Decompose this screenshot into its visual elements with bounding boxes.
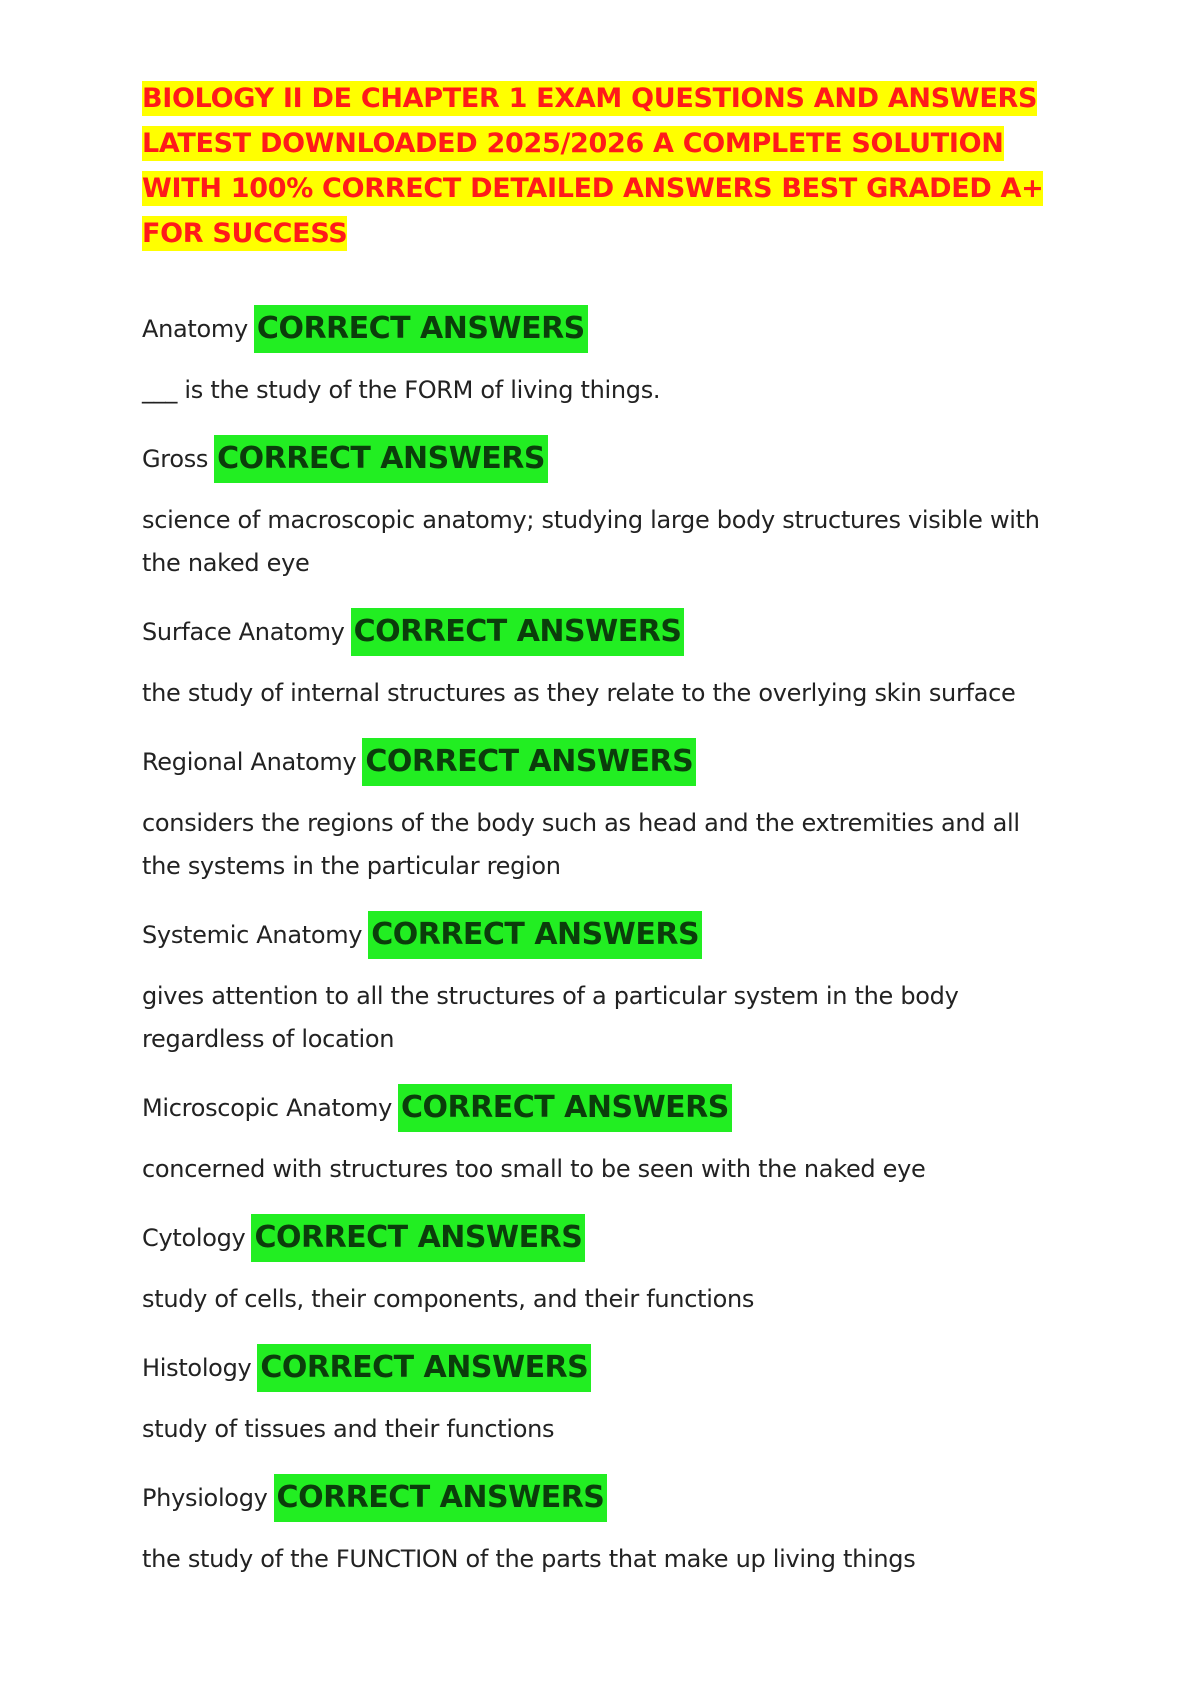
term-line: [142, 902, 1062, 968]
term-line: [142, 296, 1062, 362]
term-text: Histology: [142, 1354, 252, 1382]
definition-text: study of tissues and their functions: [142, 1415, 555, 1443]
definition-text: ___ is the study of the FORM of living things.: [142, 376, 661, 404]
term-text: Physiology: [142, 1484, 268, 1512]
term-line: [142, 426, 1062, 492]
term-line: [142, 1205, 1062, 1271]
term-text: Anatomy: [142, 315, 248, 343]
correct-answers-badge: CORRECT ANSWERS: [351, 608, 685, 656]
term-line: [142, 1075, 1062, 1141]
document-title-text: BIOLOGY II DE CHAPTER 1 EXAM QUESTIONS AND ANSWERS LATEST DOWNLOADED 2025/2026 A COMPLETE SOLUTION WITH 100% CORRECT DETAILED ANSWERS BEST GRADED A+ FOR SUCCESS: [142, 83, 1044, 249]
entry-list: [142, 296, 1062, 1595]
term-text: Gross: [142, 445, 209, 473]
term-line: [142, 1465, 1062, 1531]
definition-text: the study of the FUNCTION of the parts that make up living things: [142, 1545, 916, 1573]
document-title: [142, 76, 1062, 256]
correct-answers-badge: CORRECT ANSWERS: [214, 435, 548, 483]
term-line: [142, 1335, 1062, 1401]
correct-answers-badge: CORRECT ANSWERS: [362, 738, 696, 786]
definition-text: gives attention to all the structures of a particular system in the body regardless of location: [142, 982, 959, 1053]
definition-text: concerned with structures too small to be seen with the naked eye: [142, 1155, 926, 1183]
term-line: [142, 599, 1062, 665]
term-text: Surface Anatomy: [142, 618, 345, 646]
term-text: Cytology: [142, 1224, 246, 1252]
term-text: Microscopic Anatomy: [142, 1094, 393, 1122]
definition-text: the study of internal structures as they relate to the overlying skin surface: [142, 679, 1016, 707]
correct-answers-badge: CORRECT ANSWERS: [251, 1214, 585, 1262]
definition-text: science of macroscopic anatomy; studying large body structures visible with the naked eye: [142, 506, 1040, 577]
correct-answers-badge: CORRECT ANSWERS: [254, 305, 588, 353]
correct-answers-badge: CORRECT ANSWERS: [257, 1344, 591, 1392]
correct-answers-badge: CORRECT ANSWERS: [368, 911, 702, 959]
definition-text: considers the regions of the body such as head and the extremities and all the systems in the particular region: [142, 809, 1020, 880]
correct-answers-badge: CORRECT ANSWERS: [398, 1084, 732, 1132]
term-text: Regional Anatomy: [142, 748, 357, 776]
term-line: [142, 729, 1062, 795]
document-page: [142, 76, 1062, 1595]
term-text: Systemic Anatomy: [142, 921, 363, 949]
correct-answers-badge: CORRECT ANSWERS: [274, 1474, 608, 1522]
definition-text: study of cells, their components, and their functions: [142, 1285, 755, 1313]
